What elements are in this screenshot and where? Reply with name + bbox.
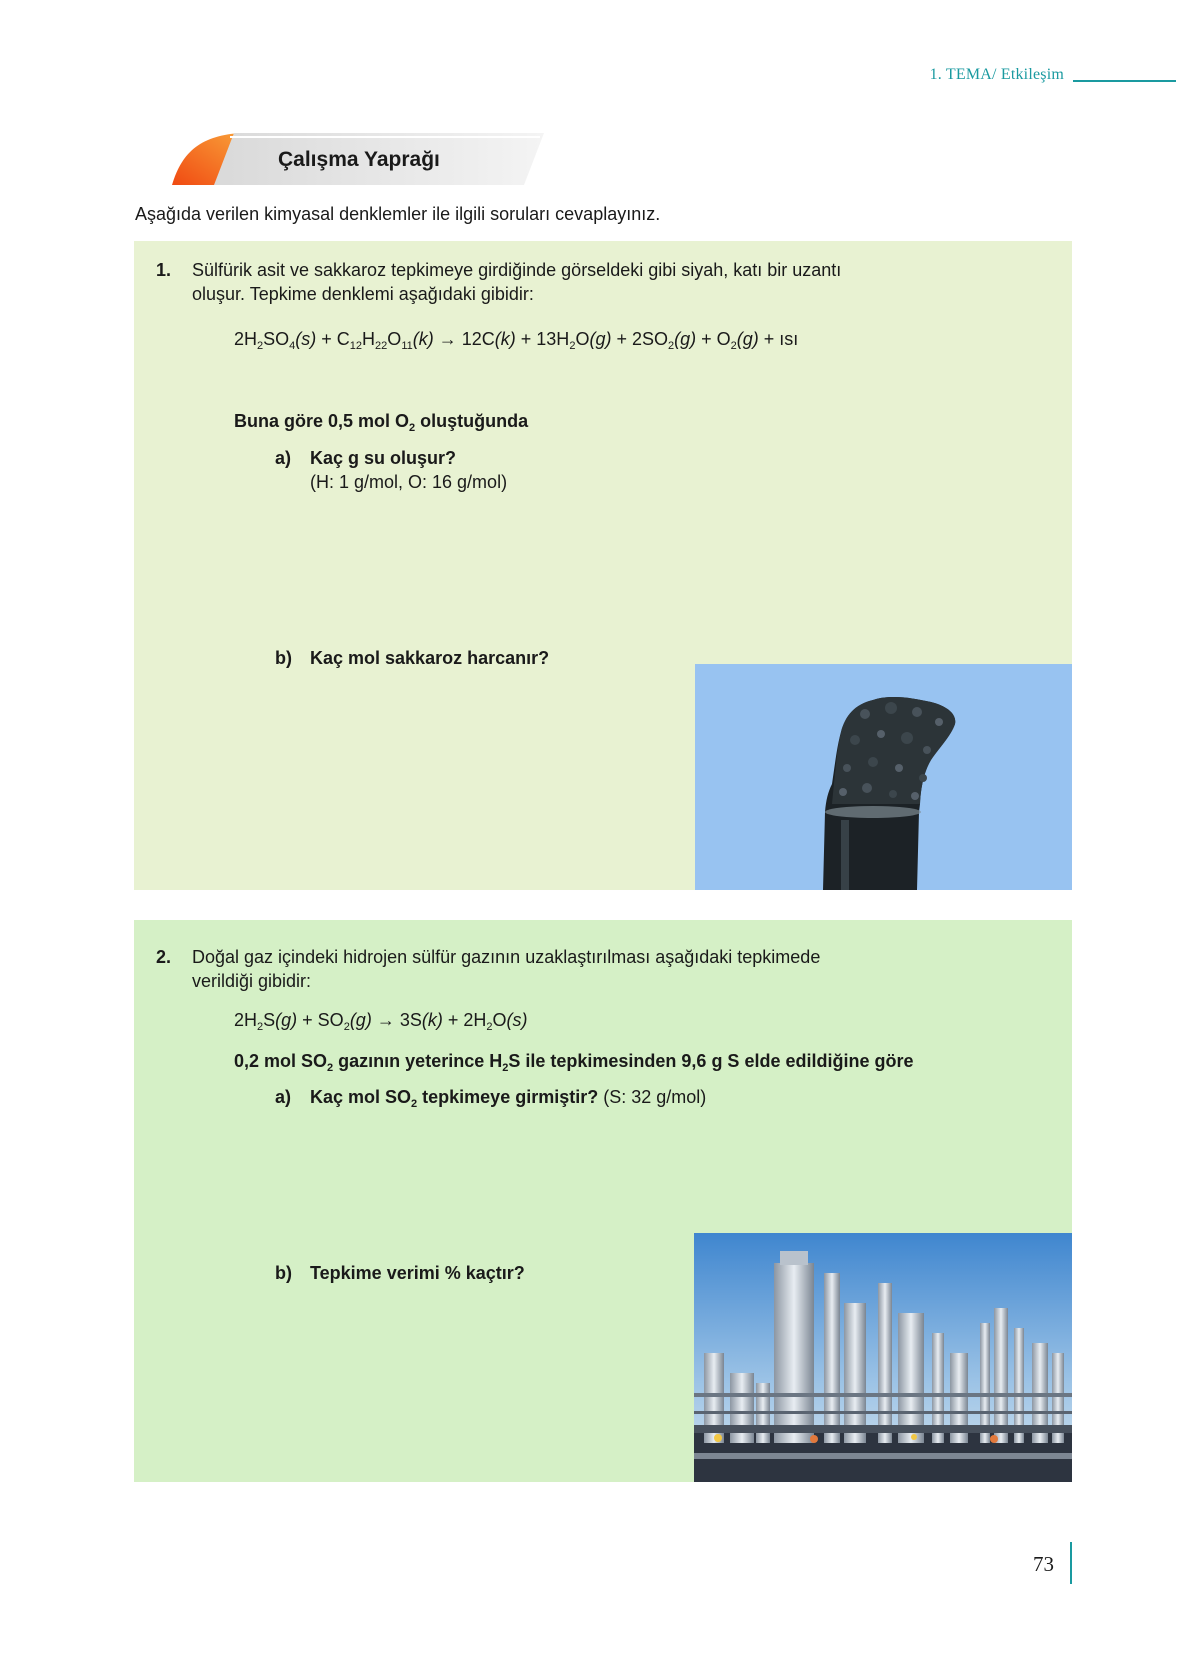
question-1b-text: Kaç mol sakkaroz harcanır? <box>310 648 550 668</box>
question-2a-text: Kaç mol $SO_2$ tepkimeye girmiştir? (S: 32 g/mol) <box>310 1087 707 1110</box>
question-1-prompt: Buna göre 0,5 mol $O_2$ oluştuğunda <box>234 411 529 434</box>
question-1a-hint: (H: 1 g/mol, O: 16 g/mol) <box>310 472 508 492</box>
refinery-photo <box>694 1233 1072 1482</box>
page-number-rule <box>1070 1542 1072 1584</box>
question-2-text-line1: Doğal gaz içindeki hidrojen sülfür gazının uzaklaştırılması aşağıdaki tepkimede <box>192 947 821 967</box>
question-1-equation: $2H_2SO_4(s) + C_{12}H_{22}O_{11}(k) \to 12C(k) + 13H_2O(g) + 2SO_2(g) + O_2(g)$ + ısı <box>234 329 799 352</box>
header-label: 1. TEMA/ Etkileşim <box>929 66 1064 83</box>
question-2-text-line2: verildiği gibidir: <box>192 971 312 991</box>
question-2-equation: $2H_2S(g) + SO_2(g) \to 3S(k) + 2H_2O(s)$ <box>234 1010 528 1033</box>
question-2-number: 2. <box>156 947 172 967</box>
question-1-text-line2: oluşur. Tepkime denklemi aşağıdaki gibidir: <box>192 284 534 304</box>
question-1b-label: b) <box>275 648 292 668</box>
worksheet-title: Çalışma Yaprağı <box>278 148 440 171</box>
worksheet-intro: Aşağıda verilen kimyasal denklemler ile ilgili soruları cevaplayınız. <box>135 204 661 224</box>
question-1a-text: Kaç g su oluşur? <box>310 448 457 468</box>
sugar-carbon-photo <box>695 664 1072 890</box>
question-1a-label: a) <box>275 448 292 468</box>
page-number: 73 <box>1033 1552 1054 1576</box>
question-2b-label: b) <box>275 1263 292 1283</box>
question-2b-text: Tepkime verimi % kaçtır? <box>310 1263 525 1283</box>
question-2a-label: a) <box>275 1087 292 1107</box>
question-2-prompt: 0,2 mol $SO_2$ gazının yeterince $H_2S$ ile tepkimesinden 9,6 g S elde edildiğine göre <box>234 1051 914 1074</box>
question-1-text-line1: Sülfürik asit ve sakkaroz tepkimeye girdiğinde görseldeki gibi siyah, katı bir uzantı <box>192 260 842 280</box>
header-rule <box>1073 80 1176 82</box>
question-1-number: 1. <box>156 260 172 280</box>
